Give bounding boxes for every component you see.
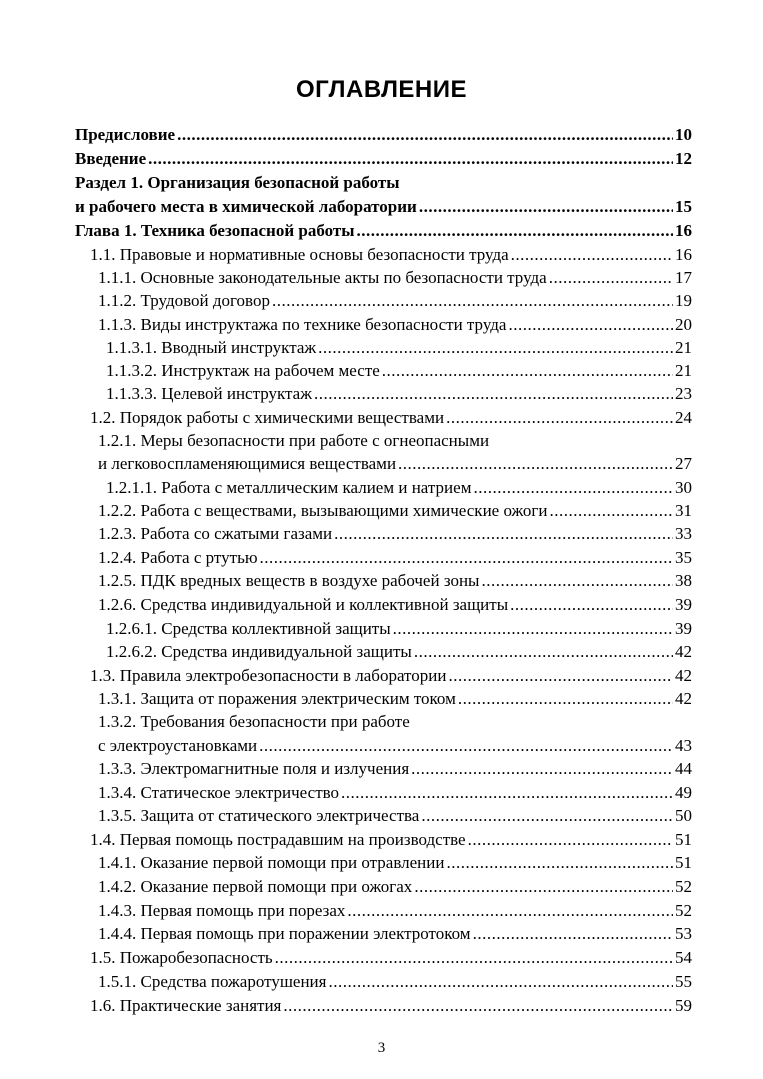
toc-entry xyxy=(90,243,692,266)
toc-entry-page: 50 xyxy=(675,806,692,825)
toc-entry xyxy=(98,546,692,569)
page-number: 3 xyxy=(377,1040,386,1056)
toc-leader-dots xyxy=(328,970,673,993)
toc-entry xyxy=(98,452,692,475)
toc-entry-page: 27 xyxy=(675,454,692,473)
toc-entry-label: 1.5. Пожаробезопасность xyxy=(90,948,273,967)
toc-leader-dots xyxy=(473,476,673,499)
toc-entry-label: 1.2.6. Средства индивидуальной и коллективной защиты xyxy=(98,595,509,614)
toc-leader-dots xyxy=(398,452,673,475)
toc-entry-label: 1.2.3. Работа со сжатыми газами xyxy=(98,524,333,543)
toc-leader-dots xyxy=(414,875,673,898)
toc-entry xyxy=(98,266,692,289)
toc-entry-page: 21 xyxy=(675,338,692,357)
toc-entry-label: 1.1.3. Виды инструктажа по технике безопасности труда xyxy=(98,315,507,334)
toc-entry xyxy=(106,640,692,663)
toc-entry xyxy=(98,499,692,522)
toc-leader-dots xyxy=(334,522,673,545)
toc-leader-dots xyxy=(318,336,673,359)
toc-entry xyxy=(98,313,692,336)
toc-entry-page: 21 xyxy=(675,361,692,380)
toc-leader-dots xyxy=(347,899,673,922)
toc-entry-label: 1.2.1.1. Работа с металлическим калием и натрием xyxy=(106,478,472,497)
toc-entry xyxy=(98,593,692,616)
toc-entry-page: 43 xyxy=(675,736,692,755)
toc-entry xyxy=(98,569,692,592)
toc-leader-dots xyxy=(468,828,673,851)
toc-entry xyxy=(90,664,692,687)
toc-entry-label: 1.1. Правовые и нормативные основы безопасности труда xyxy=(90,245,509,264)
toc-entry-label: с электроустановками xyxy=(98,736,258,755)
toc-leader-dots xyxy=(177,123,673,146)
toc-entry xyxy=(98,970,692,993)
toc-entry xyxy=(106,382,692,405)
toc-entry xyxy=(75,219,692,242)
toc-entry-page: 42 xyxy=(675,689,692,708)
toc-leader-dots xyxy=(393,617,673,640)
toc-entry-label: и рабочего места в химической лаборатории xyxy=(75,197,417,216)
toc-entry-page: 12 xyxy=(675,149,692,168)
toc-entry-page: 51 xyxy=(675,853,692,872)
toc-entry-page: 17 xyxy=(675,268,692,287)
toc-entry-label: 1.4. Первая помощь пострадавшим на производстве xyxy=(90,830,466,849)
toc-entry xyxy=(98,804,692,827)
toc-leader-dots xyxy=(511,243,673,266)
toc-entry xyxy=(98,781,692,804)
toc-leader-dots xyxy=(414,640,673,663)
toc-leader-dots xyxy=(283,994,673,1017)
toc-entry xyxy=(98,851,692,874)
toc-entry-label: Предисловие xyxy=(75,125,176,144)
toc-entry-label: 1.3. Правила электробезопасности в лаборатории xyxy=(90,666,447,685)
toc-entry-label: 1.2.6.2. Средства индивидуальной защиты xyxy=(106,642,412,661)
toc-entry xyxy=(106,336,692,359)
toc-leader-dots xyxy=(549,266,673,289)
toc-leader-dots xyxy=(419,195,673,218)
toc-entry xyxy=(106,476,692,499)
toc-entry-page: 15 xyxy=(675,197,692,216)
toc-entry-page: 31 xyxy=(675,501,692,520)
toc-entry xyxy=(75,195,692,218)
toc-entry-page: 49 xyxy=(675,783,692,802)
toc-entry-label: и легковоспламеняющимися веществами xyxy=(98,454,397,473)
toc-entry-page: 16 xyxy=(675,245,692,264)
toc-entry-page: 10 xyxy=(675,125,692,144)
toc-leader-dots xyxy=(259,734,673,757)
toc-entry-page: 33 xyxy=(675,524,692,543)
toc-entry xyxy=(106,359,692,382)
toc-leader-dots xyxy=(260,546,673,569)
toc-entry-label: 1.4.3. Первая помощь при порезах xyxy=(98,901,346,920)
toc-leader-dots xyxy=(275,946,673,969)
toc-entry-page: 42 xyxy=(675,642,692,661)
toc-entry-label: 1.1.1. Основные законодательные акты по безопасности труда xyxy=(98,268,547,287)
toc-leader-dots xyxy=(549,499,673,522)
toc-entry xyxy=(98,734,692,757)
toc-leader-dots xyxy=(458,687,673,710)
toc-entry-page: 51 xyxy=(675,830,692,849)
toc-entry-label: 1.4.1. Оказание первой помощи при отравлении xyxy=(98,853,445,872)
toc-entry-label: 1.1.3.2. Инструктаж на рабочем месте xyxy=(106,361,380,380)
toc-entry-label: 1.1.3.1. Вводный инструктаж xyxy=(106,338,317,357)
toc-leader-dots xyxy=(341,781,673,804)
toc-entry xyxy=(106,617,692,640)
page-title: ОГЛАВЛЕНИЕ xyxy=(295,76,468,103)
toc-entry-label: 1.3.5. Защита от статического электричества xyxy=(98,806,420,825)
toc-entry-page: 53 xyxy=(675,924,692,943)
toc-entry-page: 54 xyxy=(675,948,692,967)
toc-entry xyxy=(90,994,692,1017)
toc-entry xyxy=(98,922,692,945)
toc-leader-dots xyxy=(508,313,673,336)
toc-leader-dots xyxy=(382,359,673,382)
toc-entry-label-line1: 1.2.1. Меры безопасности при работе с огнеопасными xyxy=(98,431,490,450)
toc-leader-dots xyxy=(510,593,673,616)
toc-entry xyxy=(75,123,692,146)
toc-leader-dots xyxy=(314,382,673,405)
toc-entry-page: 52 xyxy=(675,901,692,920)
toc-entry xyxy=(98,757,692,780)
toc-entry-label: Глава 1. Техника безопасной работы xyxy=(75,221,355,240)
toc-leader-dots xyxy=(411,757,673,780)
toc-entry-page: 52 xyxy=(675,877,692,896)
toc-entry-label: 1.2.4. Работа с ртутью xyxy=(98,548,258,567)
toc-leader-dots xyxy=(448,664,673,687)
toc-entry-label: 1.3.1. Защита от поражения электрическим током xyxy=(98,689,456,708)
toc-leader-dots xyxy=(272,289,673,312)
toc-entry xyxy=(98,687,692,710)
toc-entry-label-line1: Раздел 1. Организация безопасной работы xyxy=(75,173,400,192)
toc-entry-label-line1: 1.3.2. Требования безопасности при работе xyxy=(98,712,410,731)
toc-entry-page: 39 xyxy=(675,619,692,638)
toc-leader-dots xyxy=(473,922,673,945)
toc-leader-dots xyxy=(481,569,673,592)
toc-entry-page: 39 xyxy=(675,595,692,614)
toc-entry-page: 20 xyxy=(675,315,692,334)
toc-entry xyxy=(98,899,692,922)
toc-entry-label: 1.1.2. Трудовой договор xyxy=(98,291,270,310)
toc-entry-label: 1.2.2. Работа с веществами, вызывающими химические ожоги xyxy=(98,501,548,520)
toc-entry-label: Введение xyxy=(75,149,147,168)
toc-entry xyxy=(75,147,692,170)
toc-entry-label: 1.1.3.3. Целевой инструктаж xyxy=(106,384,312,403)
toc-entry-label: 1.5.1. Средства пожаротушения xyxy=(98,972,327,991)
toc-leader-dots xyxy=(148,147,673,170)
toc-entry-label: 1.2.6.1. Средства коллективной защиты xyxy=(106,619,391,638)
toc-entry-page: 59 xyxy=(675,996,692,1015)
toc-entry-label: 1.6. Практические занятия xyxy=(90,996,282,1015)
toc-leader-dots xyxy=(357,219,673,242)
toc-leader-dots xyxy=(446,851,673,874)
toc-entry xyxy=(98,289,692,312)
toc-entry-page: 42 xyxy=(675,666,692,685)
toc-entry-label: 1.3.4. Статическое электричество xyxy=(98,783,340,802)
toc-entry-page: 24 xyxy=(675,408,692,427)
toc-leader-dots xyxy=(421,804,673,827)
toc-entry xyxy=(98,875,692,898)
toc-entry xyxy=(98,522,692,545)
toc-entry-label: 1.4.4. Первая помощь при поражении электротоком xyxy=(98,924,471,943)
toc-entry xyxy=(90,828,692,851)
toc-entry xyxy=(90,406,692,429)
toc-entry-label: 1.4.2. Оказание первой помощи при ожогах xyxy=(98,877,413,896)
toc-entry-label: 1.3.3. Электромагнитные поля и излучения xyxy=(98,759,410,778)
toc-entry-page: 23 xyxy=(675,384,692,403)
toc-entry-page: 16 xyxy=(675,221,692,240)
toc-entry-page: 44 xyxy=(675,759,692,778)
toc-entry-page: 30 xyxy=(675,478,692,497)
toc-entry-label: 1.2.5. ПДК вредных веществ в воздухе рабочей зоны xyxy=(98,571,480,590)
toc-entry-page: 35 xyxy=(675,548,692,567)
toc-entry-page: 19 xyxy=(675,291,692,310)
toc-entry-label: 1.2. Порядок работы с химическими веществами xyxy=(90,408,445,427)
toc-entry xyxy=(90,946,692,969)
toc-leader-dots xyxy=(446,406,673,429)
toc-entry-page: 38 xyxy=(675,571,692,590)
toc-entry-page: 55 xyxy=(675,972,692,991)
